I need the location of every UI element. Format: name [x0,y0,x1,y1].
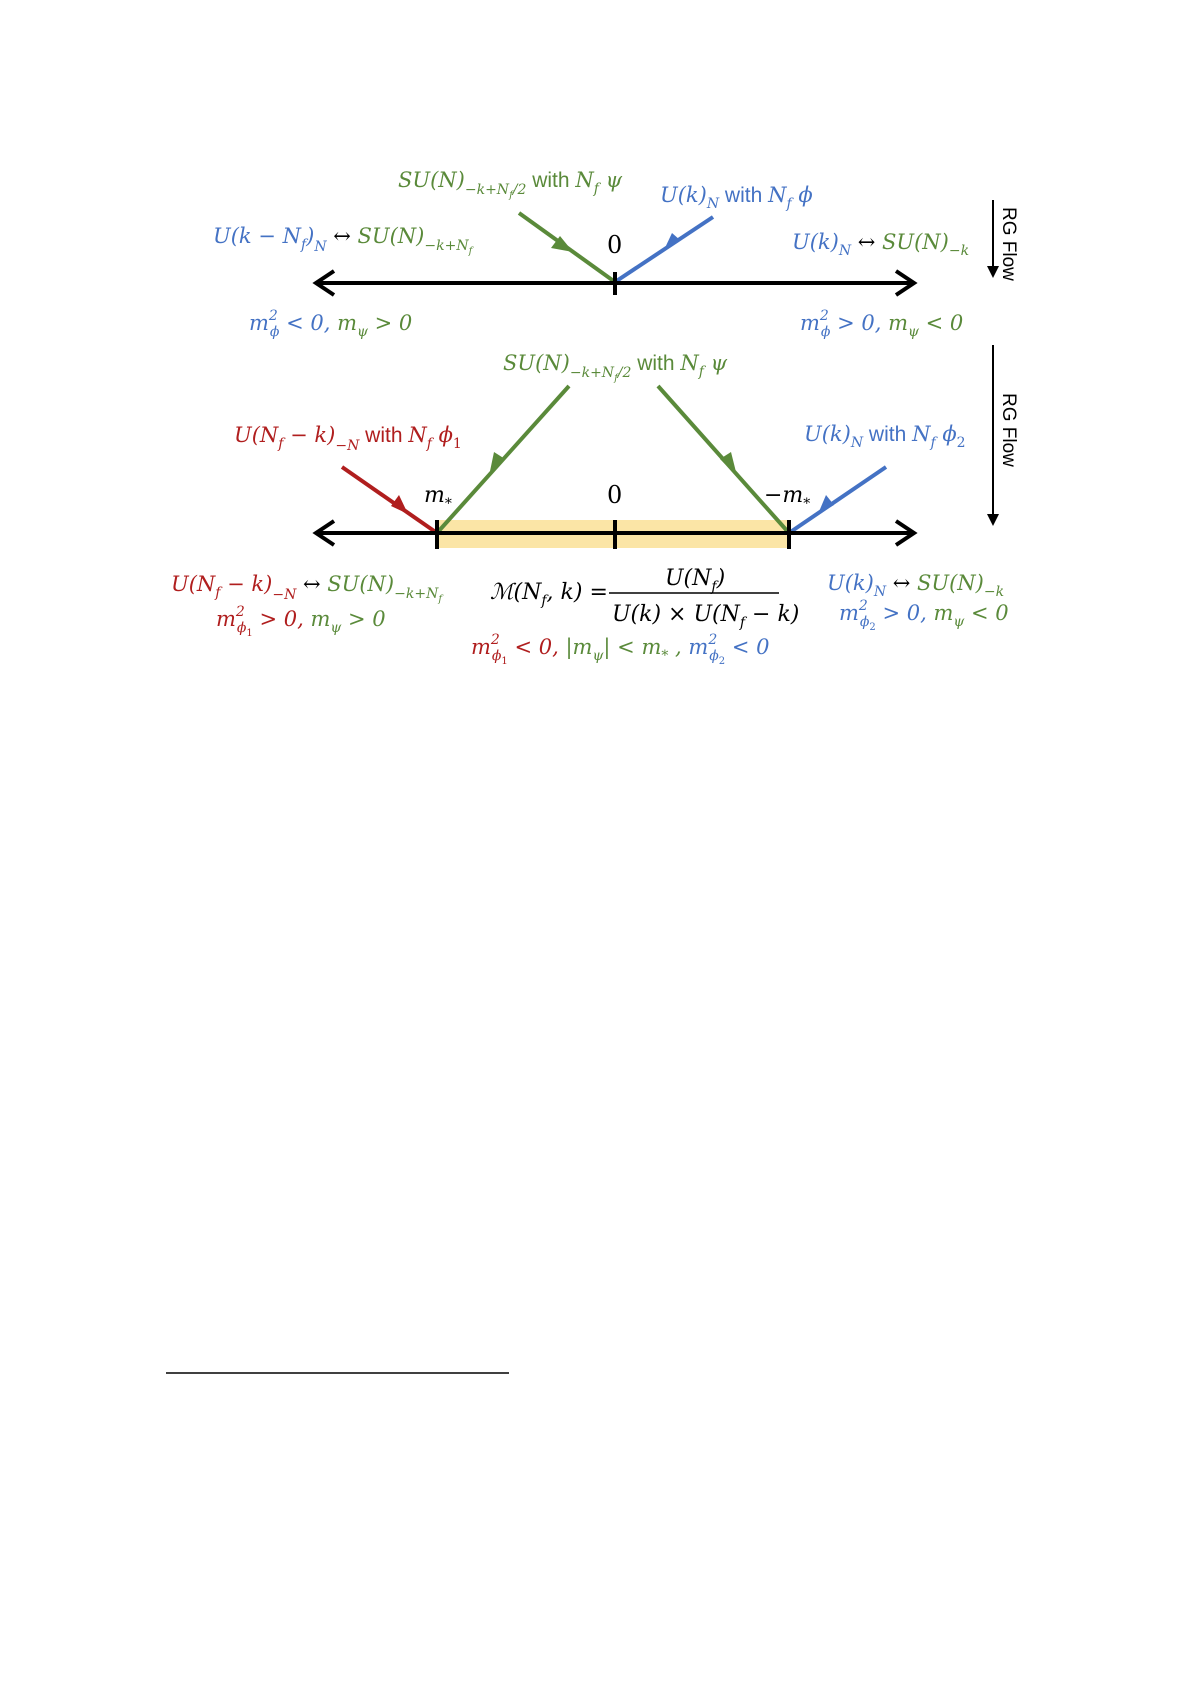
bottom-rg-arrowhead-icon [987,514,999,526]
top-rg-arrowhead-icon [987,266,999,278]
bottom-green-left-arrowhead-icon [489,452,505,476]
bottom-mid-masses-label: $m^2$ ϕ1 < 0, $|m_\psi| < m_*$ , $m^2$ ϕ2 < 0 [471,632,770,667]
bottom-left-masses-label: $m^2$ ϕ1 > 0, $m_\psi > 0$ [216,604,386,639]
bottom-left-phase-label: $U(N_f - k)_{-N}$ ↔ $SU(N)_{-k+N}f$ [171,572,443,605]
top-blue-arrowhead-icon [664,233,680,250]
bottom-red-arrowhead-icon [391,495,408,514]
bottom-m-star-label: $m_*$ [424,483,452,512]
bottom-neg-m-star-label: $-m_*$ [764,483,811,512]
bottom-moduli-denominator: $U(k) \times U(N_f - k)$ [612,602,800,631]
bottom-red-flow-arrow [342,467,437,533]
bottom-right-phase-label: $U(k)_N$ ↔ $SU(N)_{-k}$ [827,571,1005,600]
bottom-red-theory-label: $U(N_f - k)_{-N}$ with $N_f$ $\phi_1$ [234,423,462,454]
bottom-right-masses-label: $m^2$ ϕ2 > 0, $m_\psi < 0$ [839,598,1009,633]
top-zero-label: 0 [607,231,623,259]
top-left-masses-label: $m^2$ ϕ < 0, $m_\psi > 0$ [249,308,413,340]
bottom-rg-flow-label: RG Flow [998,393,1019,467]
top-blue-flow-arrow [615,217,713,282]
bottom-moduli-space-lhs: $ℳ(N_f$, k) = [490,580,608,609]
bottom-blue-arrowhead-icon [818,495,834,514]
bottom-zero-label: 0 [607,481,623,509]
bottom-moduli-numerator: $U(N_f)$ [665,566,726,595]
bottom-green-theory-label: $SU(N)_{-k+N}f/2$ with $N_f$ ψ [503,351,728,384]
top-right-phase-label: $U(k)_N$ ↔ $SU(N)_{-k}$ [792,230,970,259]
top-left-phase-label: $U(k - N_f)_N$ ↔ $SU(N)_{-k+N}f$ [213,224,473,257]
top-right-masses-label: $m^2$ ϕ > 0, $m_\psi < 0$ [800,308,964,340]
top-diagram [213,168,1019,340]
top-green-theory-label: $SU(N)_{-k+N}f/2$ with $N_f$ ψ [398,168,623,201]
bottom-diagram [171,345,1019,667]
top-rg-flow-label: RG Flow [998,207,1019,281]
top-blue-theory-label: $U(k)_N$ with $N_f$ ϕ [660,183,813,212]
bottom-blue-theory-label: $U(k)_N$ with $N_f$ $\phi_2$ [804,422,966,451]
